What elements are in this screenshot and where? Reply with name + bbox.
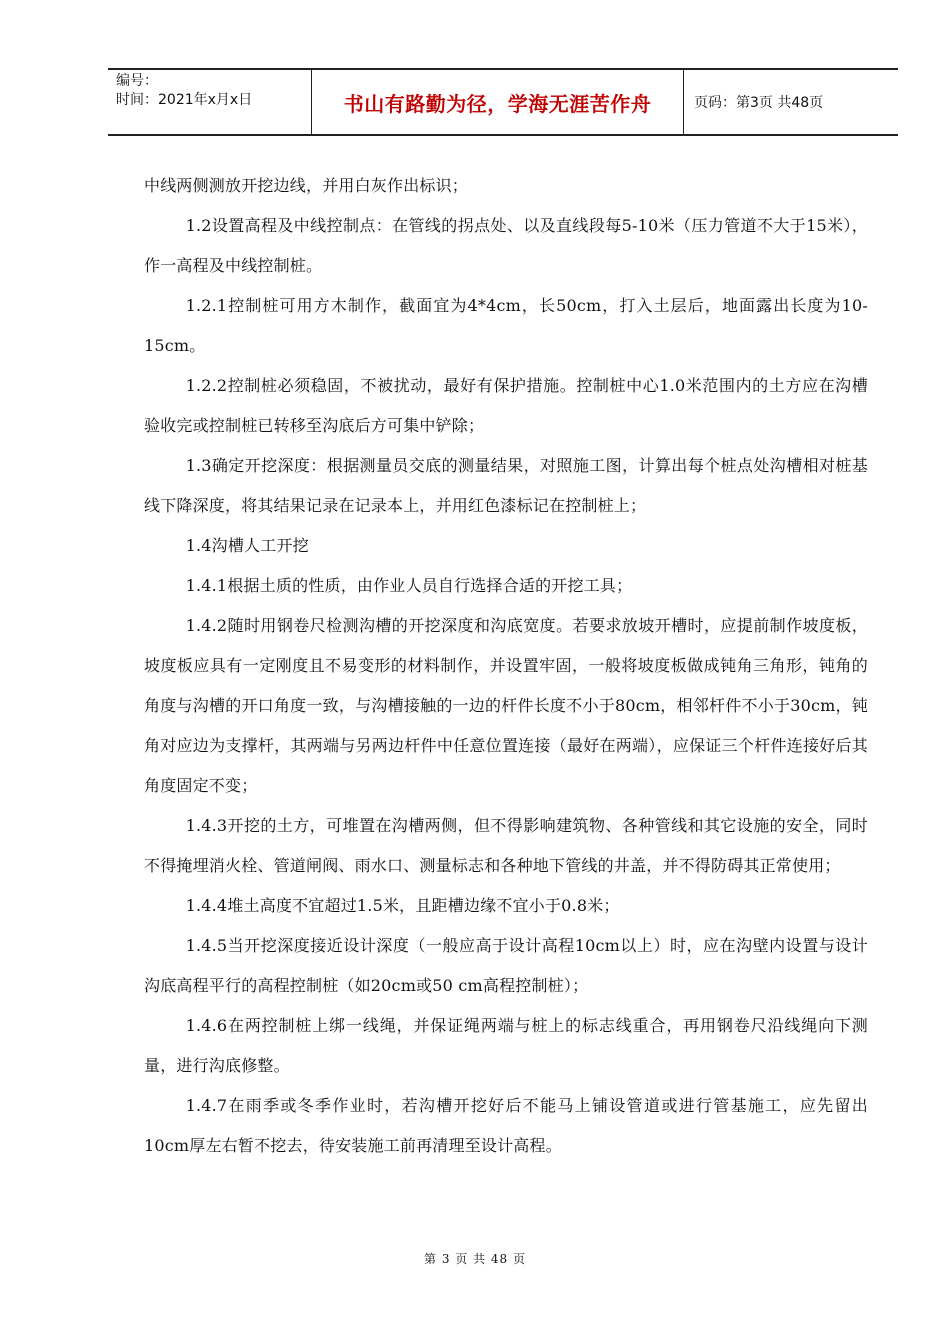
body-paragraph: 1.4.3开挖的土方，可堆置在沟槽两侧，但不得影响建筑物、各种管线和其它设施的安全，同时不得掩埋消火栓、管道闸阀、雨水口、测量标志和各种地下管线的井盖，并不得防碍其正常使用； (144, 816, 868, 875)
header-number-label: 编号： (116, 73, 158, 89)
body-paragraph: 1.2.2控制桩必须稳固，不被扰动，最好有保护措施。控制桩中心1.0米范围内的土方应在沟槽验收完或控制桩已转移至沟底后方可集中铲除； (144, 376, 868, 435)
body-paragraph: 1.4.5当开挖深度接近设计深度（一般应高于设计高程10cm以上）时，应在沟壁内设置与设计沟底高程平行的高程控制桩（如20cm或50 cm高程控制桩）； (144, 936, 868, 995)
header-page-info: 页码：第3页 共48页 (694, 95, 824, 111)
body-paragraph: 1.4.4堆土高度不宜超过1.5米，且距槽边缘不宜小于0.8米； (185, 896, 620, 915)
body-paragraph: 1.4.6在两控制桩上绑一线绳，并保证绳两端与桩上的标志线重合，再用钢卷尺沿线绳向下测量，进行沟底修整。 (144, 1016, 868, 1075)
body-paragraph: 1.4.2随时用钢卷尺检测沟槽的开挖深度和沟底宽度。若要求放坡开槽时，应提前制作坡度板，坡度板应具有一定刚度且不易变形的材料制作，并设置牢固，一般将坡度板做成钝角三角形，钝角的角度与沟槽的开口角度一致，与沟槽接触的一边的杆件长度不小于80cm，相邻杆件不小于30cm，钝角对应边为支撑杆，其两端与另两边杆件中任意位置连接（最好在两端），应保证三个杆件连接好后其角度固定不变； (144, 616, 868, 795)
body-paragraph: 1.3确定开挖深度：根据测量员交底的测量结果，对照施工图，计算出每个桩点处沟槽相对桩基线下降深度，将其结果记录在记录本上，并用红色漆标记在控制桩上； (144, 456, 868, 515)
body-paragraph: 1.4.1根据土质的性质，由作业人员自行选择合适的开挖工具； (185, 576, 633, 595)
body-paragraph: 1.2设置高程及中线控制点：在管线的拐点处、以及直线段每5-10米（压力管道不大于15米），作一高程及中线控制桩。 (144, 216, 868, 275)
body-paragraph: 1.4沟槽人工开挖 (185, 536, 309, 555)
body-paragraph: 1.4.7在雨季或冬季作业时，若沟槽开挖好后不能马上铺设管道或进行管基施工，应先留出10cm厚左右暂不挖去，待安装施工前再清理至设计高程。 (144, 1096, 868, 1155)
header-time-label: 时间：2021年x月x日 (116, 92, 253, 108)
body-paragraph: 1.2.1控制桩可用方木制作，截面宜为4*4cm，长50cm，打入土层后，地面露出长度为10-15cm。 (144, 296, 868, 355)
document-header (108, 68, 898, 136)
header-motto: 书山有路勤为径，学海无涯苦作舟 (312, 70, 684, 134)
body-paragraph: 中线两侧测放开挖边线，并用白灰作出标识； (144, 176, 469, 195)
document-body (144, 166, 868, 1166)
page-footer: 第 3 页 共 48 页 (424, 1252, 526, 1266)
header-meta (108, 70, 312, 134)
